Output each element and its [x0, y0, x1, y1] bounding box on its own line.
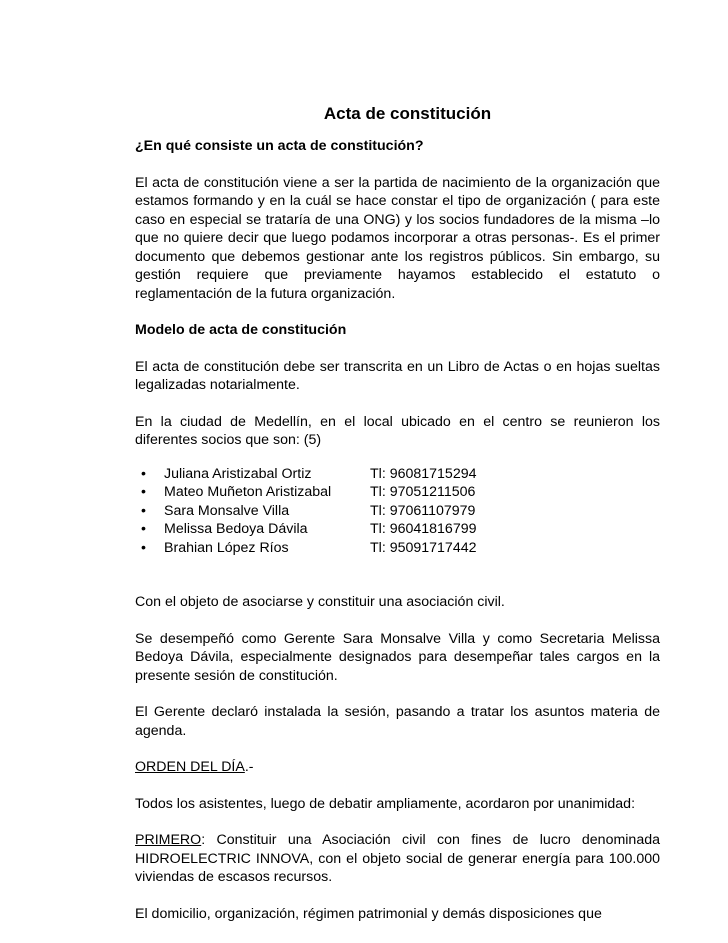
attendees-paragraph: Todos los asistentes, luego de debatir ampliamente, acordaron por unanimidad:: [135, 795, 636, 812]
member-phone: Tl: 95091717442: [370, 539, 477, 556]
last-paragraph: El domicilio, organización, régimen patrimonial y demás disposiciones que: [135, 905, 602, 922]
bullet-icon: •: [141, 484, 146, 500]
member-name: Brahian López Ríos: [164, 539, 289, 556]
intro-paragraph: El acta de constitución viene a ser la partida de nacimiento de la organización que estamos formando y en la cuál se hace constar el tipo de organización ( para este caso en especial se trataría de una ONG) y los socios fundadores de la misma –lo que no quiere decir que luego podamos incorporar a otras personas-. Es el primer documento que debemos gestionar ante los registros públicos. Sin embargo, su gestión requiere que previamente hayamos establecido el estatuto o reglamentación de la futura organización.: [135, 174, 660, 302]
agenda-label: ORDEN DEL DÍA: [135, 759, 245, 775]
list-item: [135, 502, 660, 521]
question-heading: ¿En qué consiste un acta de constitución?: [135, 138, 424, 154]
list-item: [135, 483, 660, 502]
member-phone: Tl: 97051211506: [370, 484, 476, 500]
first-resolution: [135, 831, 660, 887]
first-text: : Constituir una Asociación civil con fines de lucro denominada HIDROELECTRIC INNOVA, con el objeto social de generar energía para 100.000 viviendas de escasos recursos.: [135, 832, 660, 885]
objective-paragraph: Con el objeto de asociarse y constituir una asociación civil.: [135, 594, 505, 610]
model-heading: Modelo de acta de constitución: [135, 322, 347, 338]
member-name: Melissa Bedoya Dávila: [164, 521, 308, 537]
bullet-icon: •: [141, 465, 146, 482]
first-label: PRIMERO: [135, 832, 202, 848]
member-name: Sara Monsalve Villa: [164, 502, 290, 519]
transcription-paragraph: El acta de constitución debe ser transcrita en un Libro de Actas o en hojas sueltas legalizadas notarialmente.: [135, 358, 660, 393]
session-paragraph: El Gerente declaró instalada la sesión, pasando a tratar los asuntos materia de agenda.: [135, 704, 660, 739]
member-phone: Tl: 96081715294: [370, 465, 477, 482]
bullet-icon: •: [141, 521, 146, 537]
list-item: [135, 520, 660, 539]
agenda-suffix: .-: [244, 759, 254, 775]
member-phone: Tl: 96041816799: [370, 521, 477, 537]
bullet-icon: •: [141, 539, 146, 556]
agenda-line: [135, 758, 660, 777]
member-name: Juliana Aristizabal Ortiz: [164, 465, 312, 482]
member-name: Mateo Muñeton Aristizabal: [164, 484, 332, 500]
member-phone: Tl: 97061107979: [370, 502, 476, 519]
list-item: [135, 539, 660, 558]
document-title: Acta de constitución: [323, 104, 492, 123]
list-item: [135, 465, 660, 484]
bullet-icon: •: [141, 502, 146, 519]
members-list: [135, 465, 660, 558]
document-body: [135, 104, 660, 941]
roles-paragraph: Se desempeñó como Gerente Sara Monsalve Villa y como Secretaria Melissa Bedoya Dávila, especialmente designados para desempeñar tales cargos en la presente sesión de constitución.: [135, 630, 660, 684]
meeting-paragraph: En la ciudad de Medellín, en el local ubicado en el centro se reunieron los diferentes socios que son: (5): [135, 413, 660, 448]
